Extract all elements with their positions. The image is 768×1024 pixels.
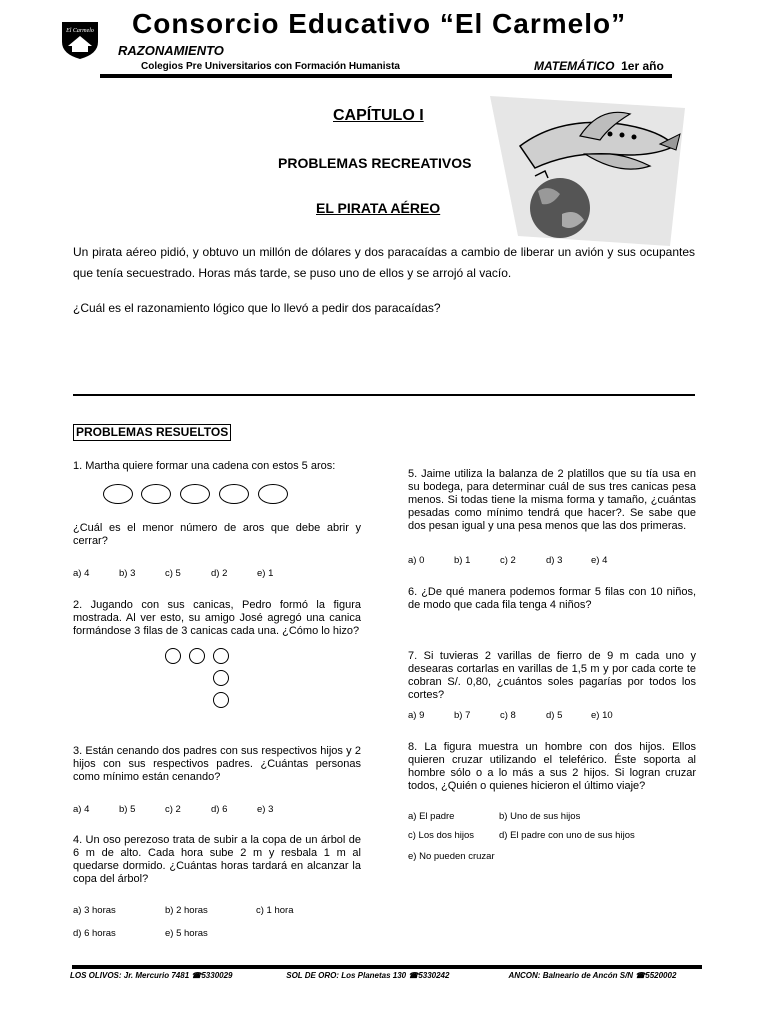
problem-8-text: 8. La figura muestra un hombre con dos hijos. Ellos quieren cruzar utilizando el teleférico. Éste soporta al hombre sólo o a lo más a sus 2 hijos. Si logran cruzar todos, ¿Quién o quienes hicieron el último viaje?: [408, 741, 696, 792]
option: e) 5 horas: [165, 928, 208, 939]
problem-1-question: ¿Cuál es el menor número de aros que debe abrir y cerrar?: [73, 522, 361, 547]
option: a) El padre: [408, 811, 455, 822]
subtitle: EL PIRATA AÉREO: [316, 200, 441, 216]
solved-section-title: PROBLEMAS RESUELTOS: [73, 424, 231, 441]
rings-figure: [103, 484, 303, 506]
option: c) Los dos hijos: [408, 830, 475, 841]
option: e) 10: [591, 710, 613, 721]
ring-icon: [258, 484, 288, 504]
option: c) 1 hora: [256, 905, 294, 916]
problem-6-text: 6. ¿De qué manera podemos formar 5 filas con 10 niños, de modo que cada fila tenga 4 niños?: [408, 586, 696, 611]
problem-1-options: [73, 568, 363, 580]
marble-icon: [213, 670, 229, 686]
problem-3-text: 3. Están cenando dos padres con sus respectivos hijos y 2 hijos con sus respectivos padres. ¿Cuántas personas como mínimo están cenando?: [73, 745, 361, 783]
footer-sol-de-oro: SOL DE ORO: Los Planetas 130 ☎5330242: [286, 971, 450, 980]
problem-4-text: 4. Un oso perezoso trata de subir a la copa de un árbol de 6 m de alto. Cada hora sube 2 m y resbala 1 m al quedarse dormido. ¿Cuántas horas tardará en alcanzar la copa del árbol?: [73, 834, 361, 885]
ring-icon: [219, 484, 249, 504]
problem-8-options: [408, 811, 698, 865]
option: d) 6 horas: [73, 928, 116, 939]
school-name: Consorcio Educativo “El Carmelo”: [132, 8, 627, 39]
airplane-globe-illustration: [490, 96, 690, 246]
option: a) 4: [73, 804, 90, 815]
problem-1-text: 1. Martha quiere formar una cadena con estos 5 aros:: [73, 460, 336, 472]
header-rule: [100, 74, 672, 78]
course-year: 1er año: [621, 59, 664, 73]
option: e) 1: [257, 568, 274, 579]
option: d) 6: [211, 804, 228, 815]
option: b) 1: [454, 555, 471, 566]
footer: [70, 971, 676, 980]
option: a) 0: [408, 555, 425, 566]
option: c) 2: [500, 555, 516, 566]
problem-7-options: [408, 710, 698, 722]
chapter-title: CAPÍTULO I: [333, 107, 424, 124]
problem-5-text: 5. Jaime utiliza la balanza de 2 platillos que su tía usa en su bodega, para determinar cuál de sus tres canicas pesa menos. Si todas tiene la misma forma y tamaño, ¿cuántas pesadas como mínimo tendrá que hacer?. Se sabe que dos pesan igual y una pesa menos que las dos primeras.: [408, 468, 696, 532]
svg-text:El Carmelo: El Carmelo: [66, 28, 94, 34]
marble-icon: [213, 648, 229, 664]
school-logo-icon: [60, 20, 100, 60]
colegios-label: Colegios Pre Universitarios con Formación Humanista: [141, 61, 400, 72]
option: d) 2: [211, 568, 228, 579]
answer-line: [73, 394, 695, 396]
footer-ancon: ANCON: Balneario de Ancón S/N ☎5520002: [508, 971, 677, 980]
problem-4-options: [73, 905, 363, 945]
footer-olivos: LOS OLIVOS: Jr. Mercurio 7481 ☎5330029: [70, 971, 233, 980]
option: a) 9: [408, 710, 425, 721]
option: e) No pueden cruzar: [408, 851, 495, 862]
option: c) 8: [500, 710, 516, 721]
problem-2-text: 2. Jugando con sus canicas, Pedro formó la figura mostrada. Al ver esto, su amigo José agregó una canica formándose 3 filas de 3 canicas cada una. ¿Cómo lo hizo?: [73, 599, 361, 637]
ring-icon: [103, 484, 133, 504]
option: d) 3: [546, 555, 563, 566]
marble-icon: [165, 648, 181, 664]
option: b) 5: [119, 804, 136, 815]
problem-3-options: [73, 804, 363, 816]
option: b) 3: [119, 568, 136, 579]
ring-icon: [141, 484, 171, 504]
option: b) 2 horas: [165, 905, 208, 916]
ring-icon: [180, 484, 210, 504]
intro-paragraph: Un pirata aéreo pidió, y obtuvo un millón de dólares y dos paracaídas a cambio de liberar un avión y sus ocupantes que tenía secuestrado. Horas más tarde, se puso uno de ellos y se arrojó al vacío.: [73, 245, 695, 280]
problem-7-text: 7. Si tuvieras 2 varillas de fierro de 9 m cada uno y desearas cortarlas en varillas de 1,5 m y por cada corte te cobran S/. 0,80, ¿cuántos soles pagarías por todos los cortes?: [408, 650, 696, 701]
section-title: PROBLEMAS RECREATIVOS: [278, 155, 472, 171]
option: e) 4: [591, 555, 608, 566]
option: b) 7: [454, 710, 471, 721]
option: b) Uno de sus hijos: [499, 811, 581, 822]
course-name: MATEMÁTICO: [534, 59, 615, 73]
option: a) 4: [73, 568, 90, 579]
option: c) 2: [165, 804, 181, 815]
option: d) El padre con uno de sus hijos: [499, 830, 635, 841]
problem-5-options: [408, 555, 698, 567]
marble-icon: [189, 648, 205, 664]
subject-label: RAZONAMIENTO: [118, 43, 224, 58]
option: e) 3: [257, 804, 274, 815]
footer-rule: [72, 965, 702, 969]
intro-question: ¿Cuál es el razonamiento lógico que lo llevó a pedir dos paracaídas?: [73, 301, 441, 315]
marbles-figure: [165, 648, 235, 710]
option: c) 5: [165, 568, 181, 579]
option: d) 5: [546, 710, 563, 721]
course-label: [534, 59, 664, 73]
marble-icon: [213, 692, 229, 708]
option: a) 3 horas: [73, 905, 116, 916]
